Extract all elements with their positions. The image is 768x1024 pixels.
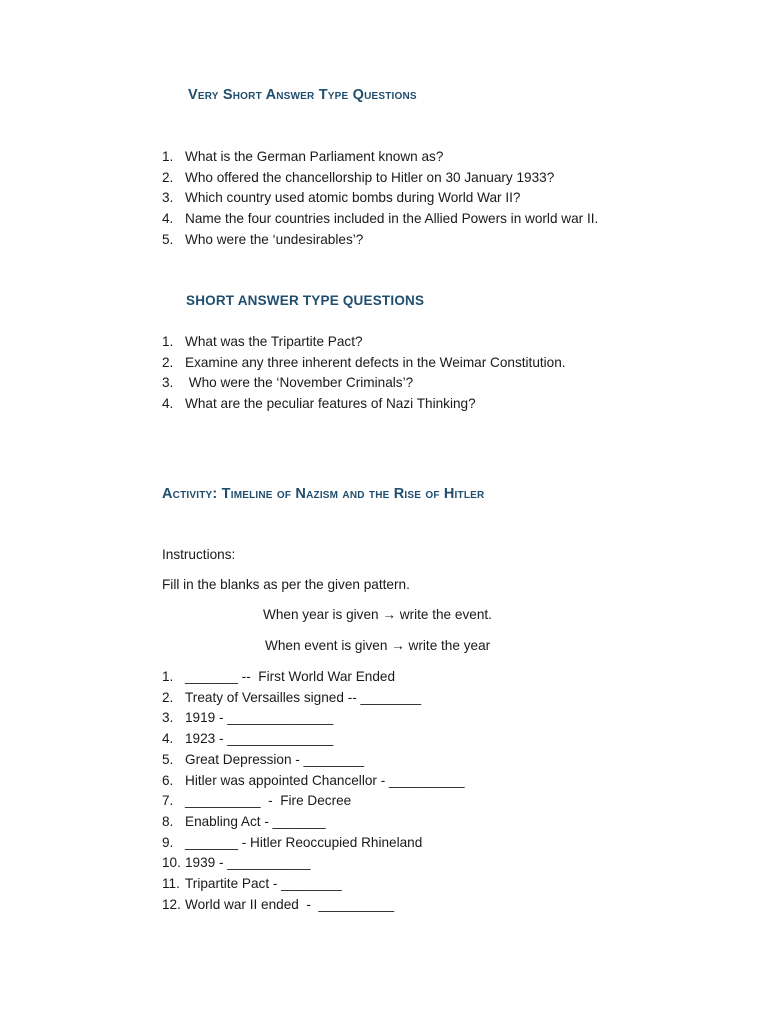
question-text: Which country used atomic bombs during World War II?: [185, 190, 521, 206]
timeline-item: [162, 791, 465, 812]
question-item: [162, 147, 598, 168]
item-number: 12.: [162, 896, 181, 912]
item-text: 1939 - ___________: [185, 855, 311, 871]
timeline-item: [162, 688, 465, 709]
question-item: [162, 209, 598, 230]
question-number: 5.: [162, 231, 174, 247]
timeline-item: [162, 771, 465, 792]
question-item: [162, 168, 598, 189]
rule-year-given: When year is given → write the event.: [263, 607, 492, 622]
question-text: Name the four countries included in the Allied Powers in world war II.: [185, 211, 599, 227]
item-text: Enabling Act - _______: [185, 813, 326, 829]
very-short-heading: Very Short Answer Type Questions: [188, 87, 417, 103]
item-number: 2.: [162, 689, 174, 705]
timeline-item: [162, 750, 465, 771]
item-number: 8.: [162, 813, 174, 829]
item-text: 1923 - ______________: [185, 731, 334, 747]
item-number: 10.: [162, 855, 181, 871]
item-text: _______ - Hitler Reoccupied Rhineland: [185, 834, 423, 850]
item-number: 3.: [162, 710, 174, 726]
timeline-item: [162, 874, 465, 895]
question-text: Examine any three inherent defects in the Weimar Constitution.: [185, 354, 566, 370]
question-number: 4.: [162, 396, 174, 412]
question-number: 2.: [162, 354, 174, 370]
question-text: What is the German Parliament known as?: [185, 149, 444, 164]
item-number: 1.: [162, 669, 174, 684]
question-number: 3.: [162, 375, 174, 391]
item-number: 5.: [162, 751, 174, 767]
question-item: [162, 332, 566, 353]
instruction-text: Fill in the blanks as per the given pattern.: [162, 577, 410, 592]
item-text: _______ -- First World War Ended: [185, 669, 396, 684]
item-number: 6.: [162, 772, 174, 788]
question-text: Who were the ‘November Criminals’?: [185, 375, 414, 391]
question-number: 1.: [162, 334, 174, 349]
question-item: [162, 230, 598, 251]
question-number: 1.: [162, 149, 174, 164]
short-answer-question-list: [162, 332, 566, 415]
timeline-item: [162, 667, 465, 688]
item-number: 9.: [162, 834, 174, 850]
item-text: Treaty of Versailles signed -- ________: [185, 689, 422, 705]
question-number: 3.: [162, 190, 174, 206]
rule-event-given: When event is given → write the year: [265, 638, 491, 653]
item-text: 1919 - ______________: [185, 710, 334, 726]
timeline-item: [162, 833, 465, 854]
question-item: [162, 188, 598, 209]
instructions-label: Instructions:: [162, 547, 236, 562]
item-text: Hitler was appointed Chancellor - __________: [185, 772, 465, 788]
timeline-item: [162, 708, 465, 729]
question-number: 2.: [162, 169, 174, 185]
item-text: Great Depression - ________: [185, 751, 365, 767]
item-text: __________ - Fire Decree: [185, 793, 352, 809]
question-item: [162, 353, 566, 374]
question-item: [162, 394, 566, 415]
question-item: [162, 373, 566, 394]
timeline-item: [162, 895, 465, 916]
question-number: 4.: [162, 211, 174, 227]
timeline-list: [162, 667, 465, 915]
item-text: World war II ended - __________: [185, 896, 395, 912]
timeline-item: [162, 812, 465, 833]
item-number: 11.: [162, 876, 180, 892]
item-number: 7.: [162, 793, 174, 809]
item-text: Tripartite Pact - ________: [185, 876, 342, 892]
question-text: Who offered the chancellorship to Hitler on 30 January 1933?: [185, 169, 555, 185]
question-text: What are the peculiar features of Nazi Thinking?: [185, 396, 476, 412]
short-answer-heading: SHORT ANSWER TYPE QUESTIONS: [186, 293, 425, 308]
question-text: Who were the ‘undesirables’?: [185, 231, 364, 247]
very-short-question-list: [162, 147, 598, 251]
question-text: What was the Tripartite Pact?: [185, 334, 363, 349]
activity-heading: Activity: Timeline of Nazism and the Rise of Hitler: [162, 486, 485, 502]
timeline-item: [162, 729, 465, 750]
item-number: 4.: [162, 731, 174, 747]
timeline-item: [162, 853, 465, 874]
